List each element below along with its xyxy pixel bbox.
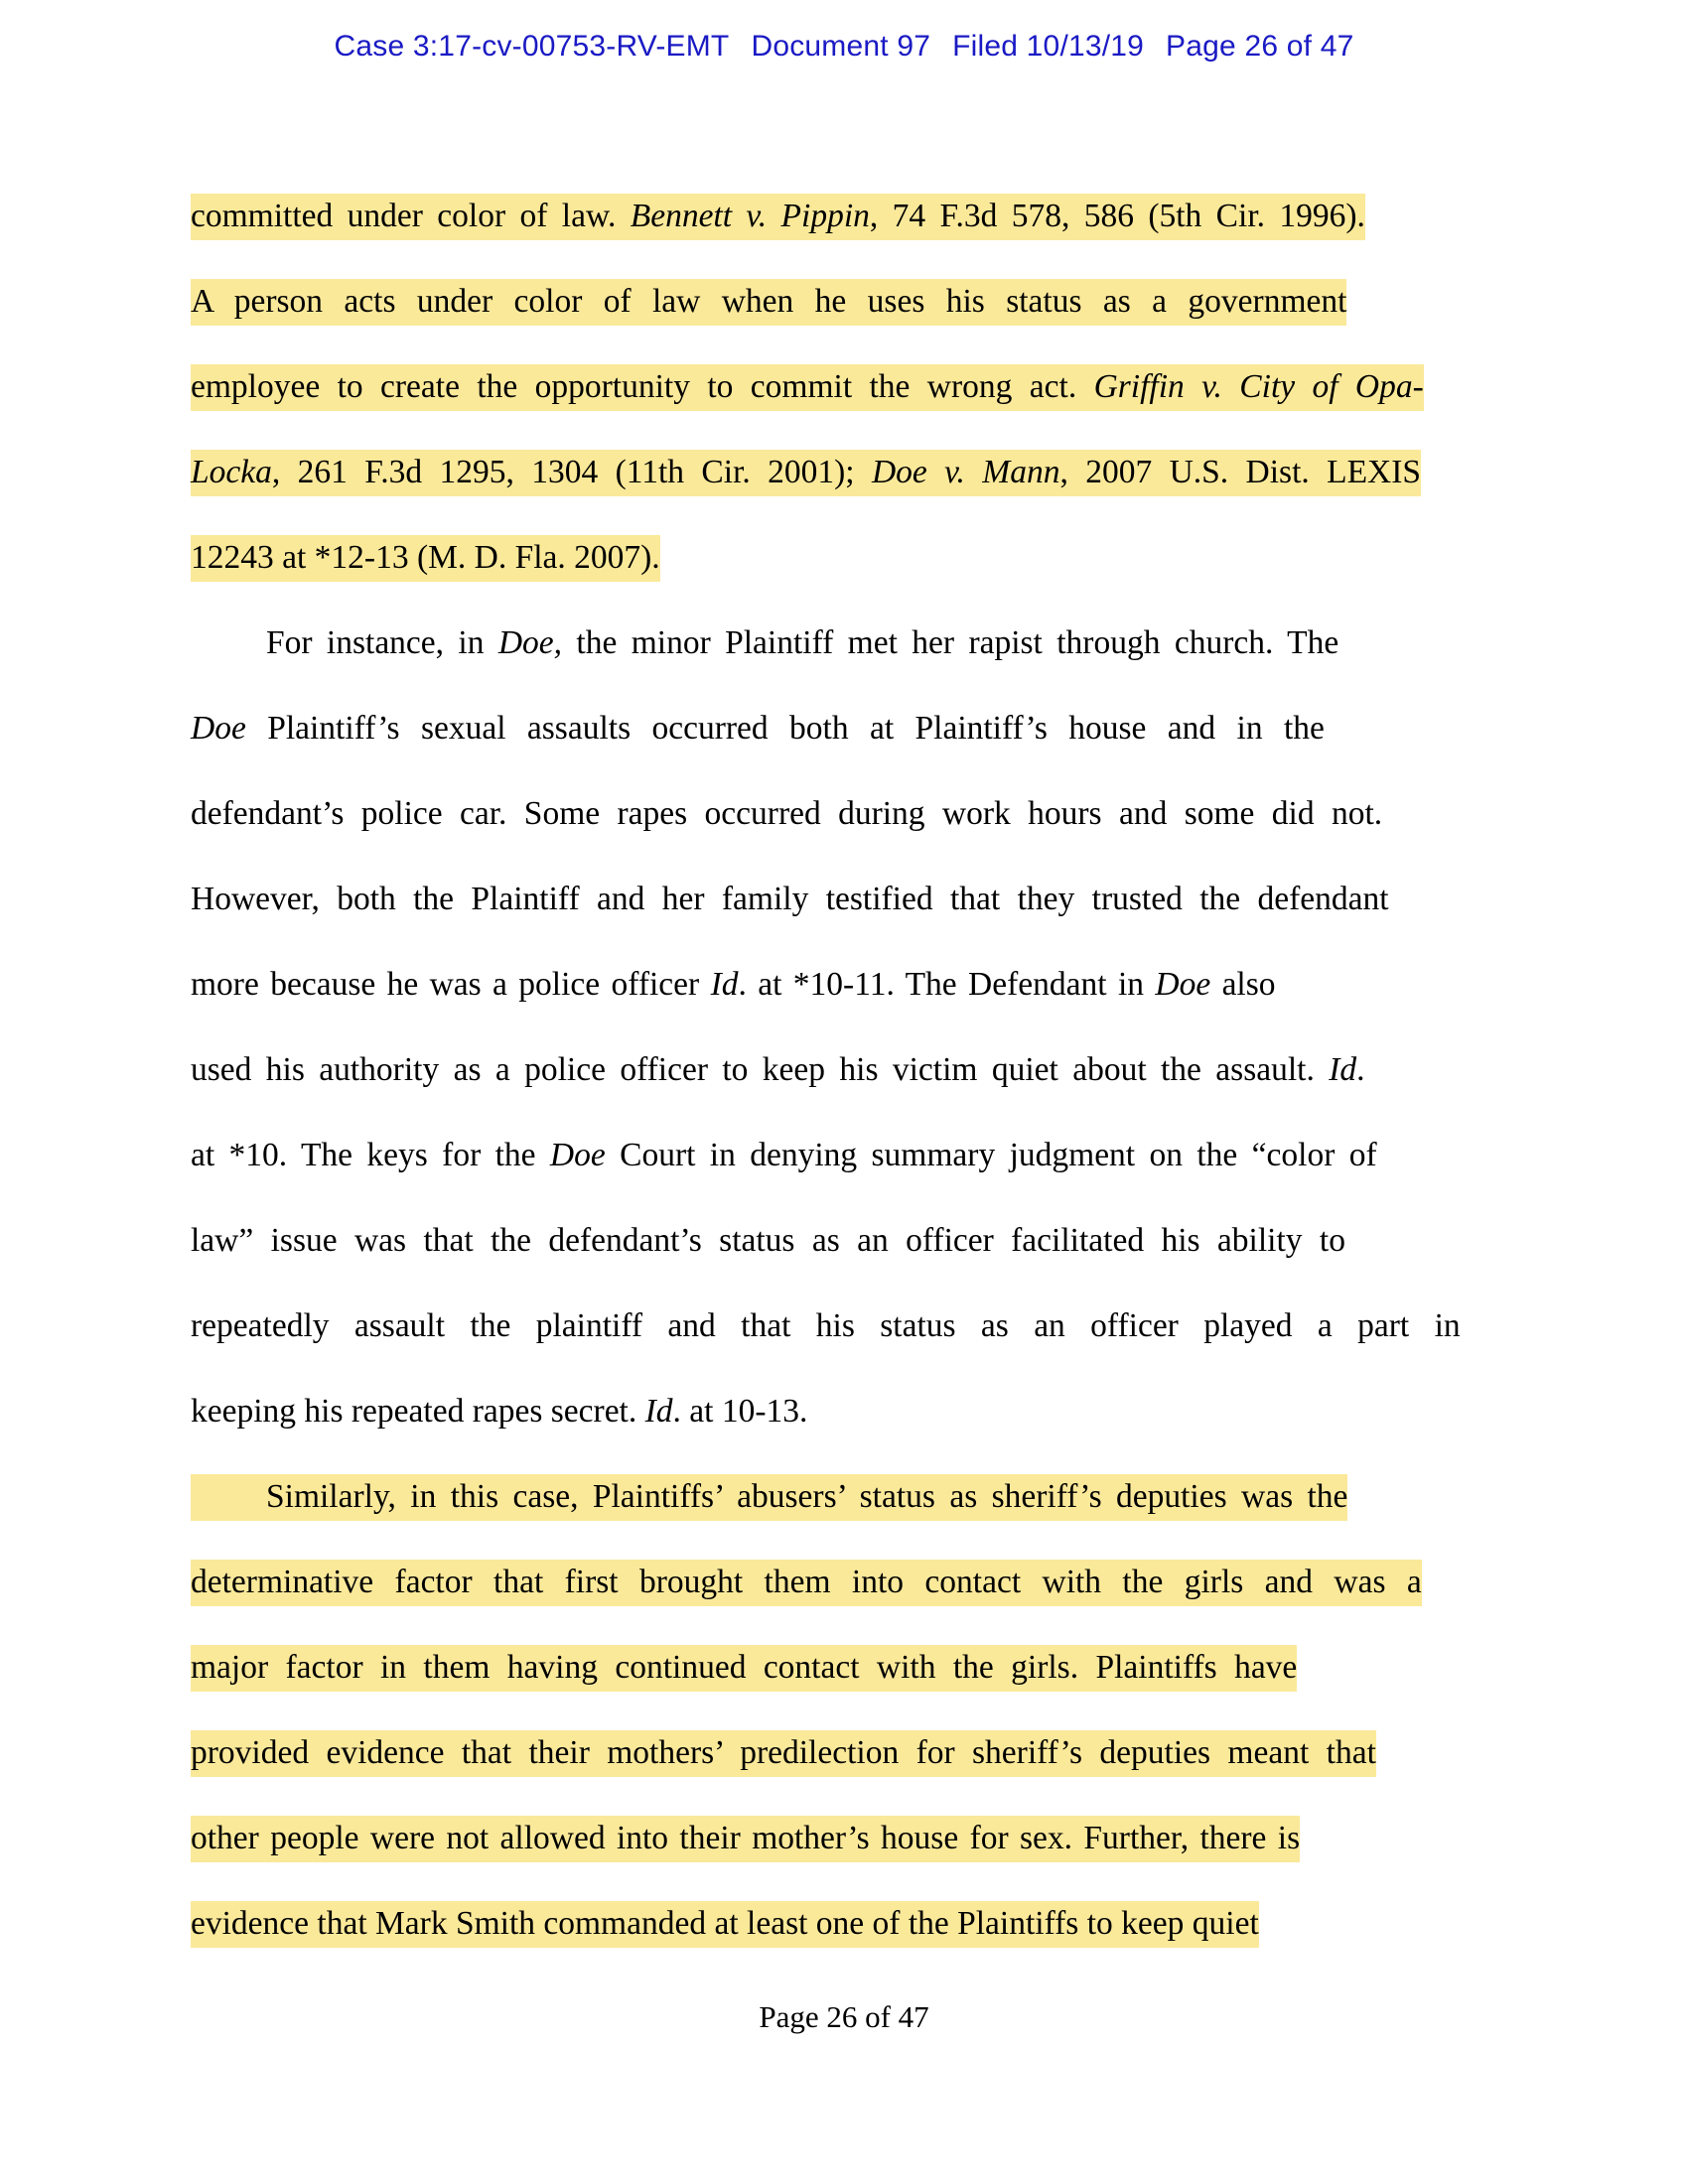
citation-italic: Griffin v. City of Opa-: [1093, 368, 1424, 405]
text-run: repeatedly assault the plaintiff and that his status as an officer played a part in: [191, 1307, 1461, 1344]
text-line: [191, 344, 1481, 430]
line-text: [191, 710, 1325, 747]
text-run: A person acts under color of law when he uses his status as a government: [191, 283, 1347, 320]
text-run: , 261 F.3d 1295, 1304 (11th Cir. 2001);: [271, 454, 872, 490]
line-text: [191, 1222, 1345, 1259]
highlighted-text: [191, 450, 1421, 496]
text-run: Similarly, in this case, Plaintiffs’ abusers’ status as sheriff’s deputies was the: [266, 1478, 1348, 1515]
citation-italic: Doe: [1155, 966, 1211, 1003]
highlighted-text: [191, 1901, 1259, 1948]
text-run: law” issue was that the defendant’s status as an officer facilitated his ability to: [191, 1222, 1345, 1259]
text-run: at *10. The keys for the: [191, 1137, 550, 1173]
paragraph-indent: [191, 1454, 266, 1540]
text-line: [191, 1369, 1481, 1454]
header-document-number: Document 97: [751, 30, 931, 63]
text-line: [191, 601, 1481, 686]
text-run: However, both the Plaintiff and her family testified that they trusted the defendant: [191, 881, 1389, 917]
text-line: [191, 1113, 1481, 1198]
text-line: [191, 686, 1481, 771]
text-run: keeping his repeated rapes secret.: [191, 1393, 645, 1430]
text-run: . at *10-11. The Defendant in: [738, 966, 1156, 1003]
highlighted-text: [191, 194, 1365, 240]
text-line: [191, 430, 1481, 515]
citation-italic: Bennett v. Pippin: [630, 198, 870, 234]
citation-italic: Doe,: [497, 624, 563, 661]
text-line: [191, 942, 1481, 1027]
header-page-label: Page 26 of 47: [1166, 30, 1354, 63]
highlighted-text: [191, 279, 1346, 326]
highlighted-text: [191, 1474, 1347, 1521]
text-run: 12243 at *12-13 (M. D. Fla. 2007).: [191, 539, 660, 576]
footer-page-label: Page 26 of 47: [759, 1999, 929, 2034]
highlighted-text: [191, 1816, 1300, 1862]
text-line: [191, 857, 1481, 942]
ecf-header-stamp: [0, 30, 1688, 64]
text-run: used his authority as a police officer to keep his victim quiet about the assault.: [191, 1051, 1330, 1088]
text-run: , 74 F.3d 578, 586 (5th Cir. 1996).: [869, 198, 1365, 234]
paragraph-indent: [191, 601, 266, 686]
text-line: [191, 259, 1481, 344]
paragraph-block-highlighted-1: [191, 174, 1481, 601]
text-run: defendant’s police car. Some rapes occurred during work hours and some did not.: [191, 795, 1383, 832]
citation-italic: Doe v. Mann: [871, 454, 1060, 490]
citation-italic: Id: [1329, 1051, 1357, 1088]
paragraph-block-plain: [191, 601, 1481, 1454]
text-line: [191, 1710, 1481, 1796]
text-run: Court in denying summary judgment on the “color of: [605, 1137, 1377, 1173]
citation-italic: Locka: [191, 454, 272, 490]
line-text: [191, 966, 1276, 1003]
text-run: determinative factor that first brought them into contact with the girls and was a: [191, 1564, 1422, 1600]
header-filed-date: Filed 10/13/19: [952, 30, 1145, 63]
highlighted-text: [191, 1730, 1376, 1777]
paragraph-block-highlighted-2: [191, 1454, 1481, 1967]
text-line: [191, 515, 1481, 601]
text-line: [191, 1881, 1481, 1967]
text-line: [191, 1198, 1481, 1284]
text-line: [191, 1027, 1481, 1113]
highlighted-text: [191, 535, 660, 582]
line-text: [191, 624, 1338, 661]
document-body: [191, 174, 1481, 1967]
text-run: committed under color of law.: [191, 198, 631, 234]
header-case-number: Case 3:17-cv-00753-RV-EMT: [334, 30, 730, 63]
line-text: [191, 1393, 807, 1430]
text-run: other people were not allowed into their mother’s house for sex. Further, there is: [191, 1820, 1301, 1856]
line-text: [191, 1051, 1365, 1088]
text-line: [191, 771, 1481, 857]
text-run: . at 10-13.: [672, 1393, 808, 1430]
text-run: evidence that Mark Smith commanded at least one of the Plaintiffs to keep quiet: [191, 1905, 1259, 1942]
highlighted-text: [191, 1645, 1297, 1692]
highlighted-text: [191, 364, 1424, 411]
line-text: [191, 795, 1382, 832]
text-line: [191, 1625, 1481, 1710]
citation-italic: Id: [710, 966, 739, 1003]
citation-italic: Id: [644, 1393, 673, 1430]
text-run: .: [1356, 1051, 1365, 1088]
text-line: [191, 1284, 1481, 1369]
text-line: [191, 1454, 1481, 1540]
text-run: more because he was a police officer: [191, 966, 711, 1003]
text-run: major factor in them having continued contact with the girls.: [191, 1649, 1079, 1686]
text-run: For instance, in: [266, 624, 498, 661]
line-text: [191, 1137, 1377, 1173]
text-run: , 2007 U.S. Dist. LEXIS: [1059, 454, 1422, 490]
text-line: [191, 174, 1481, 259]
citation-italic: Doe: [549, 1137, 606, 1173]
text-run: also: [1210, 966, 1276, 1003]
text-run: the minor Plaintiff met her rapist through church. The: [562, 624, 1339, 661]
text-run: employee to create the opportunity to commit the wrong act.: [191, 368, 1094, 405]
text-line: [191, 1540, 1481, 1625]
line-text: [191, 1307, 1461, 1344]
citation-italic: Doe: [191, 710, 246, 747]
text-run: Plaintiffs have: [1078, 1649, 1298, 1686]
page-footer: [0, 1999, 1688, 2035]
line-text: [191, 881, 1389, 917]
text-line: [191, 1796, 1481, 1881]
text-run: Plaintiff’s sexual assaults occurred both at Plaintiff’s house and in the: [245, 710, 1325, 747]
text-run: provided evidence that their mothers’ predilection for sheriff’s deputies meant that: [191, 1734, 1376, 1771]
highlighted-text: [191, 1560, 1422, 1606]
